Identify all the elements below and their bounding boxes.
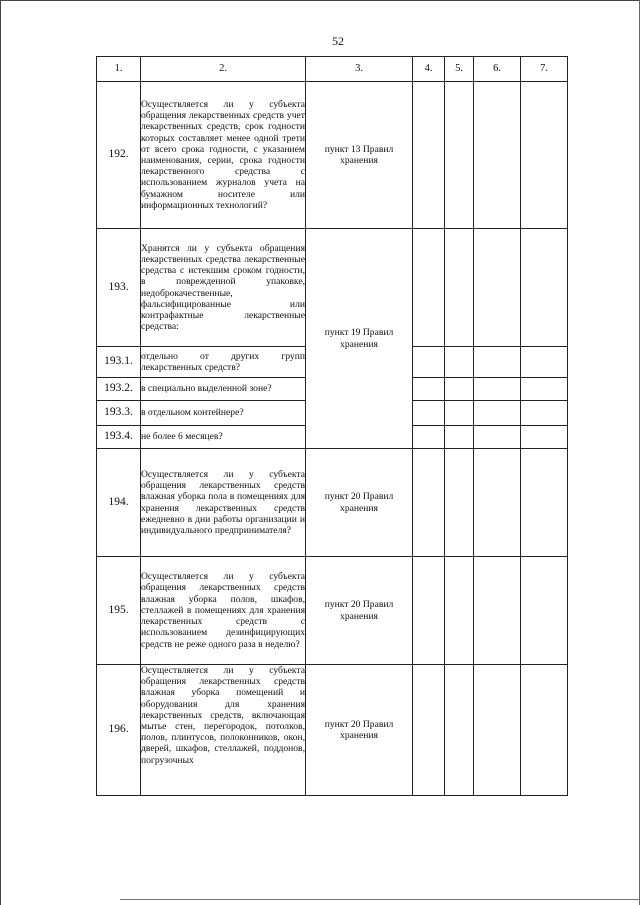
scan-edge-line xyxy=(120,899,640,900)
item-number: 193. xyxy=(97,229,141,347)
answer-cell-7 xyxy=(521,665,568,796)
answer-cell-4 xyxy=(413,449,445,557)
legal-reference: пункт 19 Правил хранения xyxy=(306,229,413,449)
answer-cell-4 xyxy=(413,665,445,796)
answer-cell-6 xyxy=(474,426,521,449)
answer-cell-5 xyxy=(445,82,474,229)
answer-cell-6 xyxy=(474,229,521,347)
answer-cell-5 xyxy=(445,401,474,426)
question-text: Осуществляется ли у субъекта обращения лекарственных средств влажная уборка полов, шкафов, стеллажей в помещениях для хранения лекарственных средств с использованием дезинфицирующих средств не реже одного раза в неделю? xyxy=(141,557,306,665)
answer-cell-7 xyxy=(521,557,568,665)
answer-cell-6 xyxy=(474,449,521,557)
legal-reference: пункт 13 Правил хранения xyxy=(306,82,413,229)
answer-cell-7 xyxy=(521,347,568,378)
answer-cell-7 xyxy=(521,401,568,426)
legal-reference: пункт 20 Правил хранения xyxy=(306,449,413,557)
answer-cell-6 xyxy=(474,557,521,665)
answer-cell-6 xyxy=(474,82,521,229)
table-row xyxy=(97,229,568,347)
answer-cell-4 xyxy=(413,426,445,449)
item-number: 193.3. xyxy=(97,401,141,426)
answer-cell-5 xyxy=(445,426,474,449)
scan-border-top xyxy=(0,0,640,1)
checklist-table xyxy=(96,56,568,796)
item-number: 193.1. xyxy=(97,347,141,378)
legal-reference: пункт 20 Правил хранения xyxy=(306,665,413,796)
answer-cell-4 xyxy=(413,347,445,378)
column-header-3: 3. xyxy=(306,57,413,82)
answer-cell-7 xyxy=(521,229,568,347)
question-text: Осуществляется ли у субъекта обращения лекарственных средств влажная уборка пола в помещениях для хранения лекарственных средств ежедневно в дни работы организации и индивидуального предпринимателя? xyxy=(141,449,306,557)
answer-cell-5 xyxy=(445,378,474,401)
answer-cell-4 xyxy=(413,401,445,426)
item-number: 193.4. xyxy=(97,426,141,449)
column-header-5: 5. xyxy=(445,57,474,82)
column-header-1: 1. xyxy=(97,57,141,82)
question-text: в специально выделенной зоне? xyxy=(141,378,306,401)
answer-cell-5 xyxy=(445,229,474,347)
answer-cell-7 xyxy=(521,449,568,557)
answer-cell-5 xyxy=(445,557,474,665)
table-row xyxy=(97,557,568,665)
answer-cell-7 xyxy=(521,82,568,229)
answer-cell-5 xyxy=(445,449,474,557)
table-row xyxy=(97,82,568,229)
table-row xyxy=(97,449,568,557)
column-header-4: 4. xyxy=(413,57,445,82)
answer-cell-4 xyxy=(413,82,445,229)
answer-cell-5 xyxy=(445,347,474,378)
answer-cell-7 xyxy=(521,426,568,449)
answer-cell-4 xyxy=(413,557,445,665)
answer-cell-4 xyxy=(413,378,445,401)
column-header-7: 7. xyxy=(521,57,568,82)
table-header-row xyxy=(97,57,568,82)
legal-reference: пункт 20 Правил хранения xyxy=(306,557,413,665)
question-text: отдельно от других групп лекарственных средств? xyxy=(141,347,306,378)
answer-cell-6 xyxy=(474,347,521,378)
question-text: не более 6 месяцев? xyxy=(141,426,306,449)
item-number: 194. xyxy=(97,449,141,557)
question-text: в отдельном контейнере? xyxy=(141,401,306,426)
scan-border-left xyxy=(0,0,1,905)
item-number: 193.2. xyxy=(97,378,141,401)
column-header-6: 6. xyxy=(474,57,521,82)
answer-cell-5 xyxy=(445,665,474,796)
question-text: Хранятся ли у субъекта обращения лекарственных средства лекарственные средства с истекшим сроком годности, в поврежденной упаковке, недоброкачественные, фальсифицированные или контрафактные лекарственные средства: xyxy=(141,229,306,347)
answer-cell-4 xyxy=(413,229,445,347)
item-number: 196. xyxy=(97,665,141,796)
question-text: Осуществляется ли у субъекта обращения лекарственных средств влажная уборка помещений и оборудования для хранения лекарственных средств, включающая мытье стен, перегородок, потолков, полов, плинтусов, полоконников, окон, дверей, шкафов, стеллажей, поддонов, погрузочных xyxy=(141,665,306,796)
item-number: 192. xyxy=(97,82,141,229)
answer-cell-6 xyxy=(474,401,521,426)
answer-cell-6 xyxy=(474,665,521,796)
table-row xyxy=(97,665,568,796)
item-number: 195. xyxy=(97,557,141,665)
answer-cell-6 xyxy=(474,378,521,401)
answer-cell-7 xyxy=(521,378,568,401)
column-header-2: 2. xyxy=(141,57,306,82)
page-number: 52 xyxy=(332,34,344,48)
question-text: Осуществляется ли у субъекта обращения лекарственных средств учет лекарственных средств, срок годности которых составляет менее одной трети от всего срока годности, с указанием наименования, серии, срока годности лекарственного средства с использованием журналов учета на бумажном носителе или информационных технологий? xyxy=(141,82,306,229)
